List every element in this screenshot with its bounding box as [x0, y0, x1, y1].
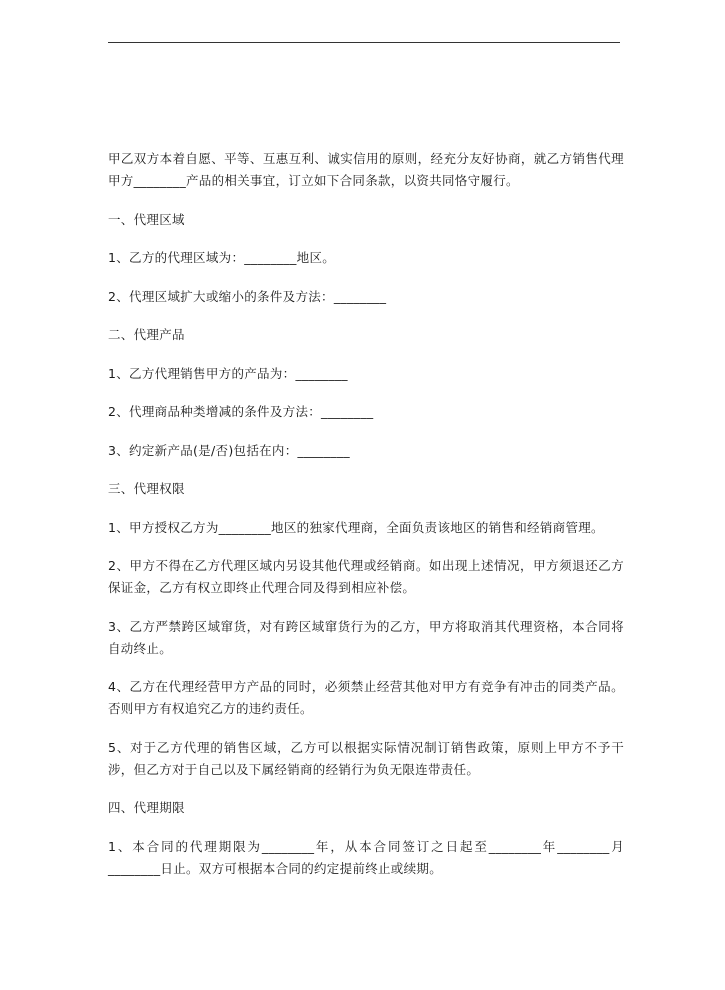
intro-paragraph: 甲乙双方本着自愿、平等、互惠互利、诚实信用的原则，经充分友好协商，就乙方销售代理甲方________产品的相关事宜，订立如下合同条款，以资共同恪守履行。 [108, 151, 624, 188]
header-rule [108, 42, 620, 43]
clause-region-2: 2、代理区域扩大或缩小的条件及方法：________ [108, 288, 387, 304]
clause-region-1: 1、乙方的代理区域为：________地区。 [108, 250, 336, 265]
clause-authority-2: 2、甲方不得在乙方代理区域内另设其他代理或经销商。如出现上述情况，甲方须退还乙方保证金，乙方有权立即终止代理合同及得到相应补偿。 [108, 558, 624, 595]
clause-authority-4: 4、乙方在代理经营甲方产品的同时，必须禁止经营其他对甲方有竞争有冲击的同类产品。否则甲方有权追究乙方的违约责任。 [108, 679, 624, 716]
clause-authority-1: 1、甲方授权乙方为________地区的独家代理商，全面负责该地区的销售和经销商管理。 [108, 519, 604, 535]
clause-products-3: 3、约定新产品(是/否)包括在内：________ [108, 442, 350, 458]
clause-products-1: 1、乙方代理销售甲方的产品为：________ [108, 365, 348, 381]
clause-authority-5: 5、对于乙方代理的销售区域，乙方可以根据实际情况制订销售政策，原则上甲方不予干涉，但乙方对于自己以及下属经销商的经销行为负无限连带责任。 [108, 739, 624, 777]
section-heading-agency-products: 二、代理产品 [108, 327, 185, 342]
clause-term-1: 1、本合同的代理期限为________年，从本合同签订之日起至________年________月________日止。双方可根据本合同的约定提前终止或续期。 [108, 838, 624, 876]
contract-body [108, 148, 624, 896]
section-heading-agency-region: 一、代理区域 [108, 211, 185, 227]
section-heading-agency-term: 四、代理期限 [108, 800, 185, 815]
clause-products-2: 2、代理商品种类增减的条件及方法：________ [108, 404, 374, 419]
section-heading-agency-authority: 三、代理权限 [108, 481, 185, 496]
clause-authority-3: 3、乙方严禁跨区域窜货，对有跨区域窜货行为的乙方，甲方将取消其代理资格，本合同将自动终止。 [108, 618, 624, 656]
